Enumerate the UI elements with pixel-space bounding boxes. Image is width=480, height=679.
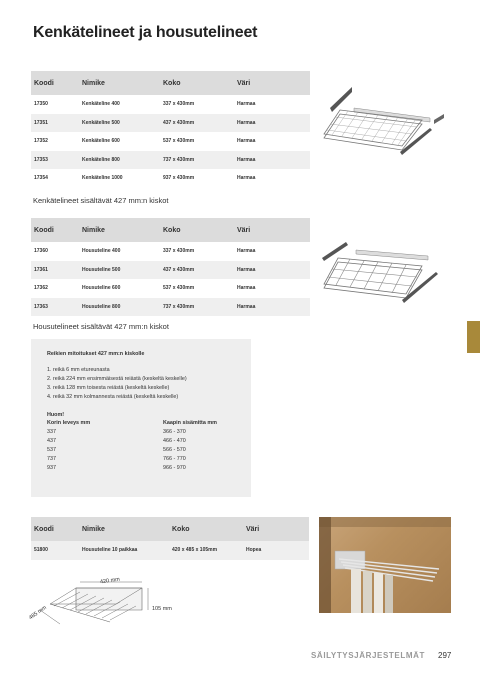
cell-size: 437 x 430mm <box>160 261 234 280</box>
cell-size: 737 x 430mm <box>160 151 234 170</box>
table-header-row <box>31 218 310 242</box>
table-row <box>31 279 310 298</box>
cell-name: Housuteline 800 <box>79 298 160 317</box>
info-step: 2. reikä 224 mm ensimmäisestä reiästä (keskeltä keskelle) <box>47 376 187 382</box>
cell-name: Kenkäteline 400 <box>79 95 160 114</box>
cell-name: Housuteline 600 <box>79 279 160 298</box>
cell-color: Harmaa <box>234 151 310 170</box>
shoe-rack-illustration <box>318 80 452 164</box>
table-row <box>31 169 310 188</box>
width-grid <box>47 419 251 473</box>
table-row <box>31 242 310 261</box>
cell-name: Kenkäteline 600 <box>79 132 160 151</box>
cell-code: 17360 <box>31 242 79 261</box>
info-heading: Reikien mitoitukset 427 mm:n kiskolle <box>47 351 145 357</box>
cell-code: 17351 <box>31 114 79 133</box>
table-header-row <box>31 517 309 541</box>
table-row <box>31 114 310 133</box>
header-code: Koodi <box>31 218 79 242</box>
table-row <box>31 151 310 170</box>
cell-color: Harmaa <box>234 95 310 114</box>
trouser-rack-illustration <box>318 232 452 316</box>
basket-width: 437 <box>47 438 56 444</box>
info-note: Huom! <box>47 412 65 418</box>
cell-size: 420 x 485 x 105mm <box>169 541 243 560</box>
dimension-height-label: 105 mm <box>152 606 172 612</box>
basket-width: 737 <box>47 456 56 462</box>
trouser-rack-caption: Housutelineet sisältävät 427 mm:n kiskot <box>33 322 169 331</box>
header-size: Koko <box>160 218 234 242</box>
dimension-depth-label: 485 mm <box>28 604 48 622</box>
cell-code: 17363 <box>31 298 79 317</box>
cell-code: 51800 <box>31 541 79 560</box>
cabinet-width: 366 - 370 <box>163 429 186 435</box>
info-step: 1. reikä 6 mm etureunasta <box>47 367 110 373</box>
page-title: Kenkätelineet ja housutelineet <box>33 24 258 41</box>
header-size: Koko <box>169 517 243 541</box>
info-step: 3. reikä 128 mm toisesta reiästä (keskeltä keskelle) <box>47 385 170 391</box>
header-code: Koodi <box>31 71 79 95</box>
cabinet-width: 766 - 770 <box>163 456 186 462</box>
cell-size: 437 x 430mm <box>160 114 234 133</box>
cell-code: 17353 <box>31 151 79 170</box>
cabinet-width: 966 - 970 <box>163 465 186 471</box>
table-row <box>31 261 310 280</box>
table-row <box>31 541 309 560</box>
table-row <box>31 298 310 317</box>
section-tab-marker <box>467 321 480 353</box>
header-color: Väri <box>234 71 310 95</box>
hole-dimension-info-box <box>31 339 251 497</box>
cell-name: Housuteline 10 paikkaa <box>79 541 169 560</box>
cell-code: 17361 <box>31 261 79 280</box>
table-row <box>31 132 310 151</box>
trouser-holder-table <box>31 517 309 560</box>
cell-size: 537 x 430mm <box>160 132 234 151</box>
header-name: Nimike <box>79 218 160 242</box>
cell-size: 737 x 430mm <box>160 298 234 317</box>
table-row <box>31 95 310 114</box>
shoe-rack-table <box>31 71 310 188</box>
cell-color: Harmaa <box>234 132 310 151</box>
cell-code: 17362 <box>31 279 79 298</box>
basket-width: 337 <box>47 429 56 435</box>
header-color: Väri <box>234 218 310 242</box>
cell-code: 17350 <box>31 95 79 114</box>
cell-name: Housuteline 400 <box>79 242 160 261</box>
cell-code: 17354 <box>31 169 79 188</box>
header-code: Koodi <box>31 517 79 541</box>
cell-color: Harmaa <box>234 242 310 261</box>
trouser-holder-photo <box>319 517 451 613</box>
cell-size: 337 x 430mm <box>160 95 234 114</box>
info-step: 4. reikä 32 mm kolmannesta reiästä (keskeltä keskelle) <box>47 394 179 400</box>
basket-width-header: Korin leveys mm <box>47 420 91 426</box>
cell-color: Harmaa <box>234 279 310 298</box>
trouser-rack-table <box>31 218 310 316</box>
basket-width: 537 <box>47 447 56 453</box>
cell-name: Kenkäteline 800 <box>79 151 160 170</box>
cell-code: 17352 <box>31 132 79 151</box>
footer-section-title: SÄILYTYSJÄRJESTELMÄT <box>311 651 425 660</box>
page-number: 297 <box>438 651 452 660</box>
cell-color: Harmaa <box>234 298 310 317</box>
cell-color: Harmaa <box>234 169 310 188</box>
cabinet-width: 566 - 570 <box>163 447 186 453</box>
cell-size: 937 x 430mm <box>160 169 234 188</box>
cell-color: Harmaa <box>234 114 310 133</box>
cell-size: 537 x 430mm <box>160 279 234 298</box>
header-color: Väri <box>243 517 309 541</box>
cell-name: Kenkäteline 1000 <box>79 169 160 188</box>
cell-color: Harmaa <box>234 261 310 280</box>
table-header-row <box>31 71 310 95</box>
cell-color: Hopea <box>243 541 309 560</box>
cell-size: 337 x 430mm <box>160 242 234 261</box>
cabinet-width: 466 - 470 <box>163 438 186 444</box>
cell-name: Housuteline 500 <box>79 261 160 280</box>
dimension-width-label: 420 mm <box>99 576 121 586</box>
shoe-rack-caption: Kenkätelineet sisältävät 427 mm:n kiskot <box>33 196 169 205</box>
basket-width: 937 <box>47 465 56 471</box>
cell-name: Kenkäteline 500 <box>79 114 160 133</box>
header-size: Koko <box>160 71 234 95</box>
header-name: Nimike <box>79 517 169 541</box>
header-name: Nimike <box>79 71 160 95</box>
cabinet-width-header: Kaapin sisämitta mm <box>163 420 217 426</box>
